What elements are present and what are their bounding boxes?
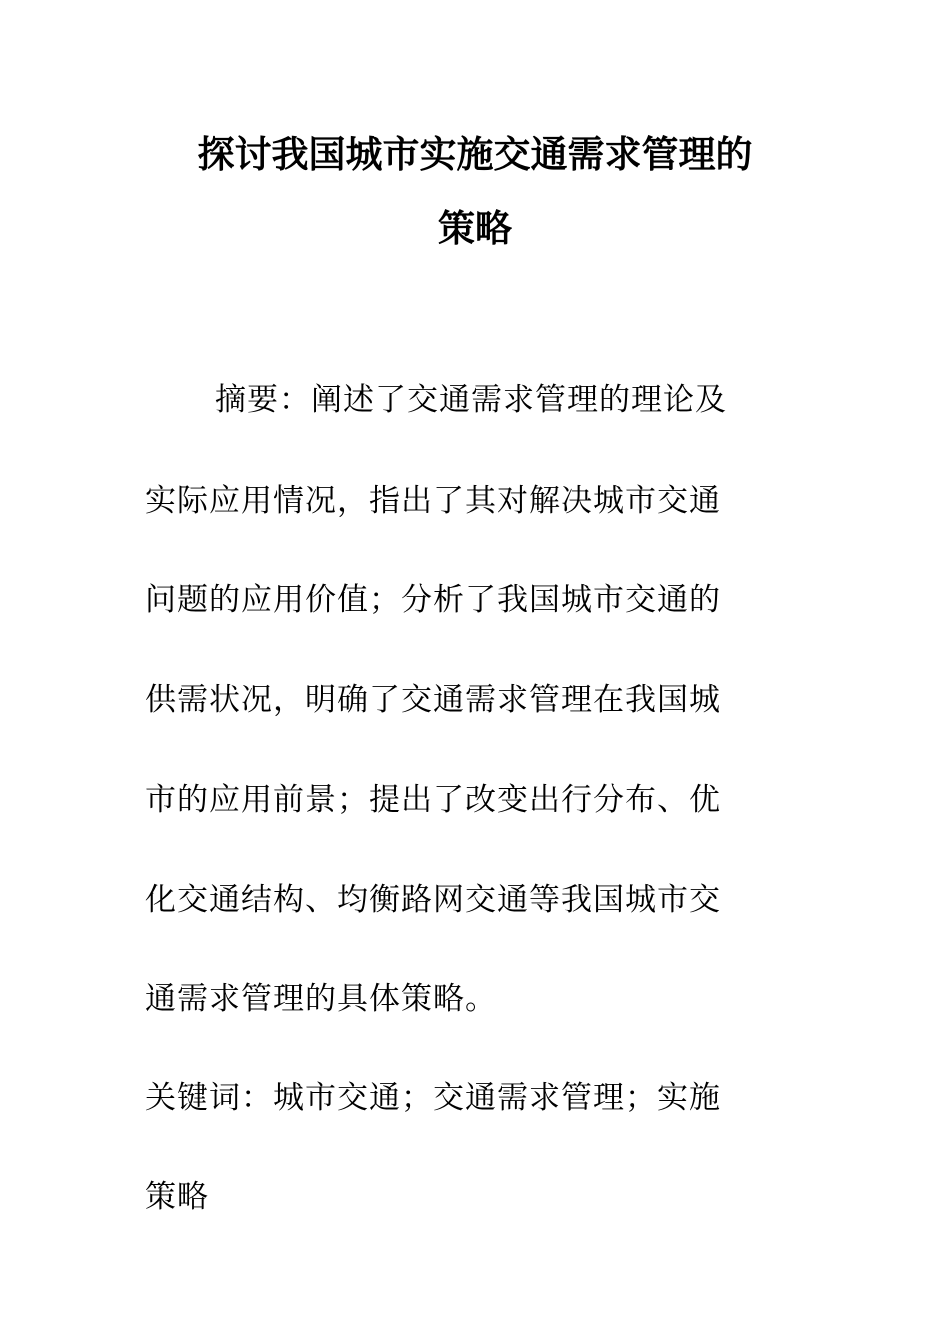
document-title-line-2: 策略 bbox=[438, 206, 512, 250]
abstract-line-7: 通需求管理的具体策略。 bbox=[145, 981, 497, 1017]
abstract-line-3: 问题的应用价值；分析了我国城市交通的 bbox=[145, 582, 721, 618]
keywords-line-2: 策略 bbox=[145, 1179, 209, 1215]
abstract-line-1: 摘要：阐述了交通需求管理的理论及 bbox=[215, 382, 727, 418]
abstract-line-5: 市的应用前景；提出了改变出行分布、优 bbox=[145, 782, 721, 818]
abstract-line-6: 化交通结构、均衡路网交通等我国城市交 bbox=[145, 882, 721, 918]
keywords-line-1: 关键词：城市交通；交通需求管理；实施 bbox=[145, 1080, 721, 1116]
document-title-line-1: 探讨我国城市实施交通需求管理的 bbox=[197, 132, 753, 176]
abstract-line-2: 实际应用情况，指出了其对解决城市交通 bbox=[145, 483, 721, 519]
abstract-line-4: 供需状况，明确了交通需求管理在我国城 bbox=[145, 682, 721, 718]
